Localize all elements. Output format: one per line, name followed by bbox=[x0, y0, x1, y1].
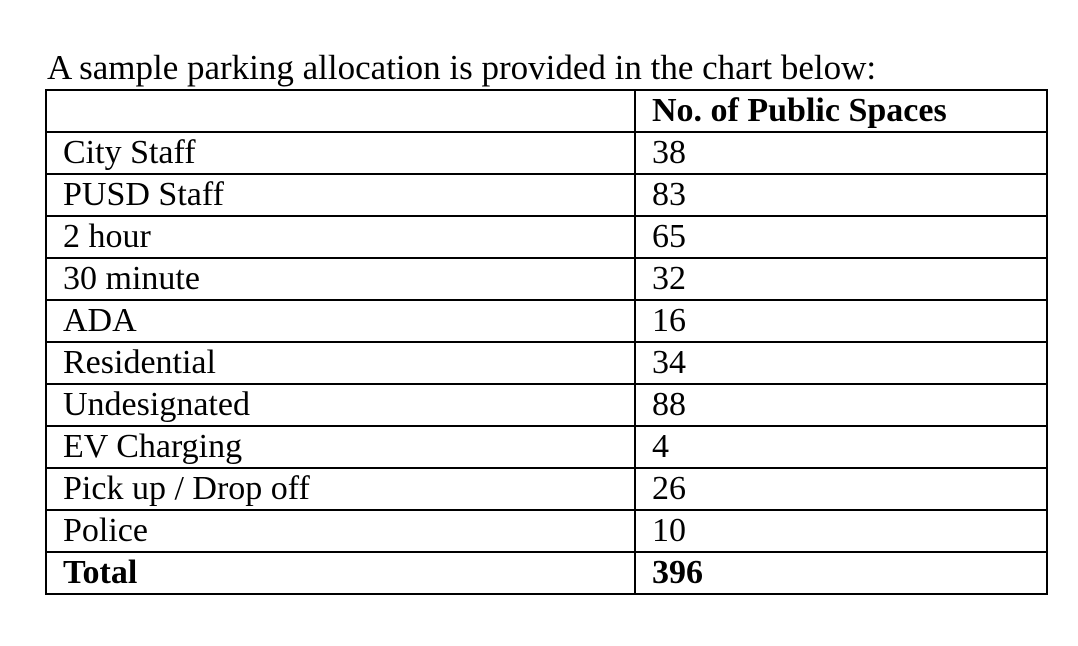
row-category: 30 minute bbox=[46, 258, 635, 300]
row-spaces: 4 bbox=[635, 426, 1047, 468]
table-total-row bbox=[46, 552, 1047, 594]
row-spaces: 26 bbox=[635, 468, 1047, 510]
row-category: City Staff bbox=[46, 132, 635, 174]
row-spaces: 32 bbox=[635, 258, 1047, 300]
row-category: Undesignated bbox=[46, 384, 635, 426]
row-spaces: 65 bbox=[635, 216, 1047, 258]
header-public-spaces: No. of Public Spaces bbox=[635, 90, 1047, 132]
row-spaces: 83 bbox=[635, 174, 1047, 216]
total-spaces: 396 bbox=[635, 552, 1047, 594]
row-spaces: 10 bbox=[635, 510, 1047, 552]
row-category: EV Charging bbox=[46, 426, 635, 468]
table-row bbox=[46, 258, 1047, 300]
row-category: Residential bbox=[46, 342, 635, 384]
table-row bbox=[46, 342, 1047, 384]
row-spaces: 38 bbox=[635, 132, 1047, 174]
header-category bbox=[46, 90, 635, 132]
row-category: Police bbox=[46, 510, 635, 552]
row-category: 2 hour bbox=[46, 216, 635, 258]
row-spaces: 34 bbox=[635, 342, 1047, 384]
intro-text: A sample parking allocation is provided in the chart below: bbox=[47, 48, 877, 87]
table-row bbox=[46, 300, 1047, 342]
table-row bbox=[46, 216, 1047, 258]
table-row bbox=[46, 426, 1047, 468]
total-label: Total bbox=[46, 552, 635, 594]
row-spaces: 88 bbox=[635, 384, 1047, 426]
table-header-row bbox=[46, 90, 1047, 132]
table-row bbox=[46, 384, 1047, 426]
parking-allocation-table bbox=[45, 89, 1048, 595]
row-category: PUSD Staff bbox=[46, 174, 635, 216]
table-row bbox=[46, 468, 1047, 510]
table-row bbox=[46, 132, 1047, 174]
table-row bbox=[46, 174, 1047, 216]
row-category: ADA bbox=[46, 300, 635, 342]
row-spaces: 16 bbox=[635, 300, 1047, 342]
row-category: Pick up / Drop off bbox=[46, 468, 635, 510]
table-row bbox=[46, 510, 1047, 552]
